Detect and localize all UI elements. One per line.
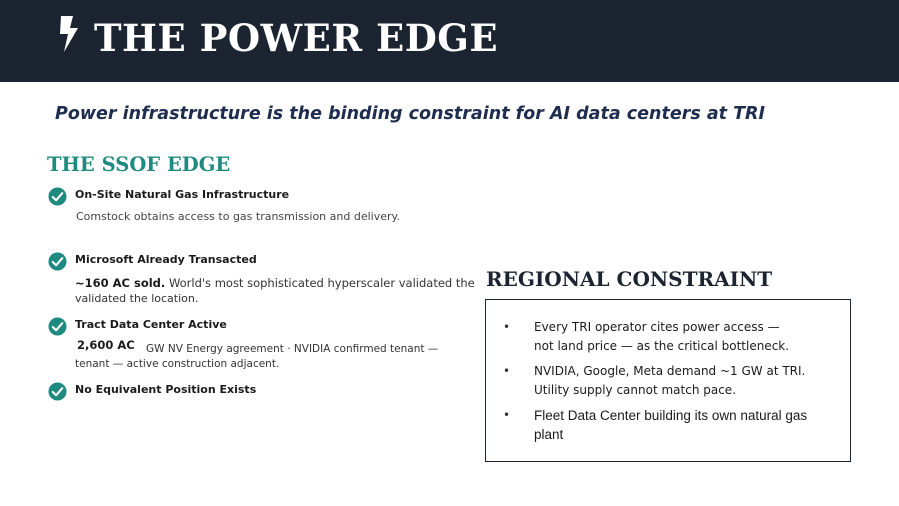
regional-bullet-3 bbox=[534, 406, 807, 444]
item-highlight: 2,600 AC bbox=[77, 338, 135, 352]
bullet-line: NVIDIA, Google, Meta demand ~1 GW at TRI. bbox=[534, 364, 806, 378]
item-body: Comstock obtains access to gas transmission and delivery. bbox=[76, 210, 400, 223]
check-circle-icon bbox=[48, 382, 67, 401]
regional-constraint-title: REGIONAL CONSTRAINT bbox=[486, 267, 773, 291]
item-body-line2: tenant — active construction adjacent. bbox=[75, 358, 280, 370]
bullet-line: Fleet Data Center building its own natural gas bbox=[534, 408, 808, 423]
bullet-line: Every TRI operator cites power access — bbox=[534, 320, 780, 334]
lightning-bolt-icon bbox=[58, 14, 82, 54]
bullet-line: plant bbox=[534, 427, 564, 442]
bullet-marker: • bbox=[503, 408, 511, 422]
page-subtitle: Power infrastructure is the binding constraint for AI data centers at TRI bbox=[55, 104, 766, 124]
item-body-line1: World's most sophisticated hyperscaler validated the bbox=[168, 276, 475, 290]
item-heading: On-Site Natural Gas Infrastructure bbox=[75, 188, 290, 201]
bullet-marker: • bbox=[503, 320, 511, 334]
item-body-line2: validated the location. bbox=[75, 292, 199, 305]
bullet-marker: • bbox=[503, 364, 511, 378]
ssof-edge-title: THE SSOF EDGE bbox=[47, 153, 231, 176]
regional-bullet-2 bbox=[534, 362, 805, 400]
check-circle-icon bbox=[48, 252, 67, 271]
regional-bullet-1 bbox=[534, 318, 789, 356]
bullet-line: not land price — as the critical bottleneck. bbox=[534, 339, 790, 353]
regional-constraint-box bbox=[485, 299, 851, 462]
item-heading: No Equivalent Position Exists bbox=[75, 383, 257, 396]
check-circle-icon bbox=[48, 317, 67, 336]
check-circle-icon bbox=[48, 187, 67, 206]
header-banner bbox=[0, 0, 899, 82]
item-heading: Tract Data Center Active bbox=[75, 318, 227, 331]
item-body-line1: GW NV Energy agreement · NVIDIA confirmed tenant — bbox=[146, 343, 439, 355]
item-highlight: ~160 AC sold. bbox=[75, 276, 166, 290]
item-heading: Microsoft Already Transacted bbox=[75, 253, 257, 266]
bullet-line: Utility supply cannot match pace. bbox=[534, 383, 737, 397]
page-title: THE POWER EDGE bbox=[94, 16, 499, 60]
